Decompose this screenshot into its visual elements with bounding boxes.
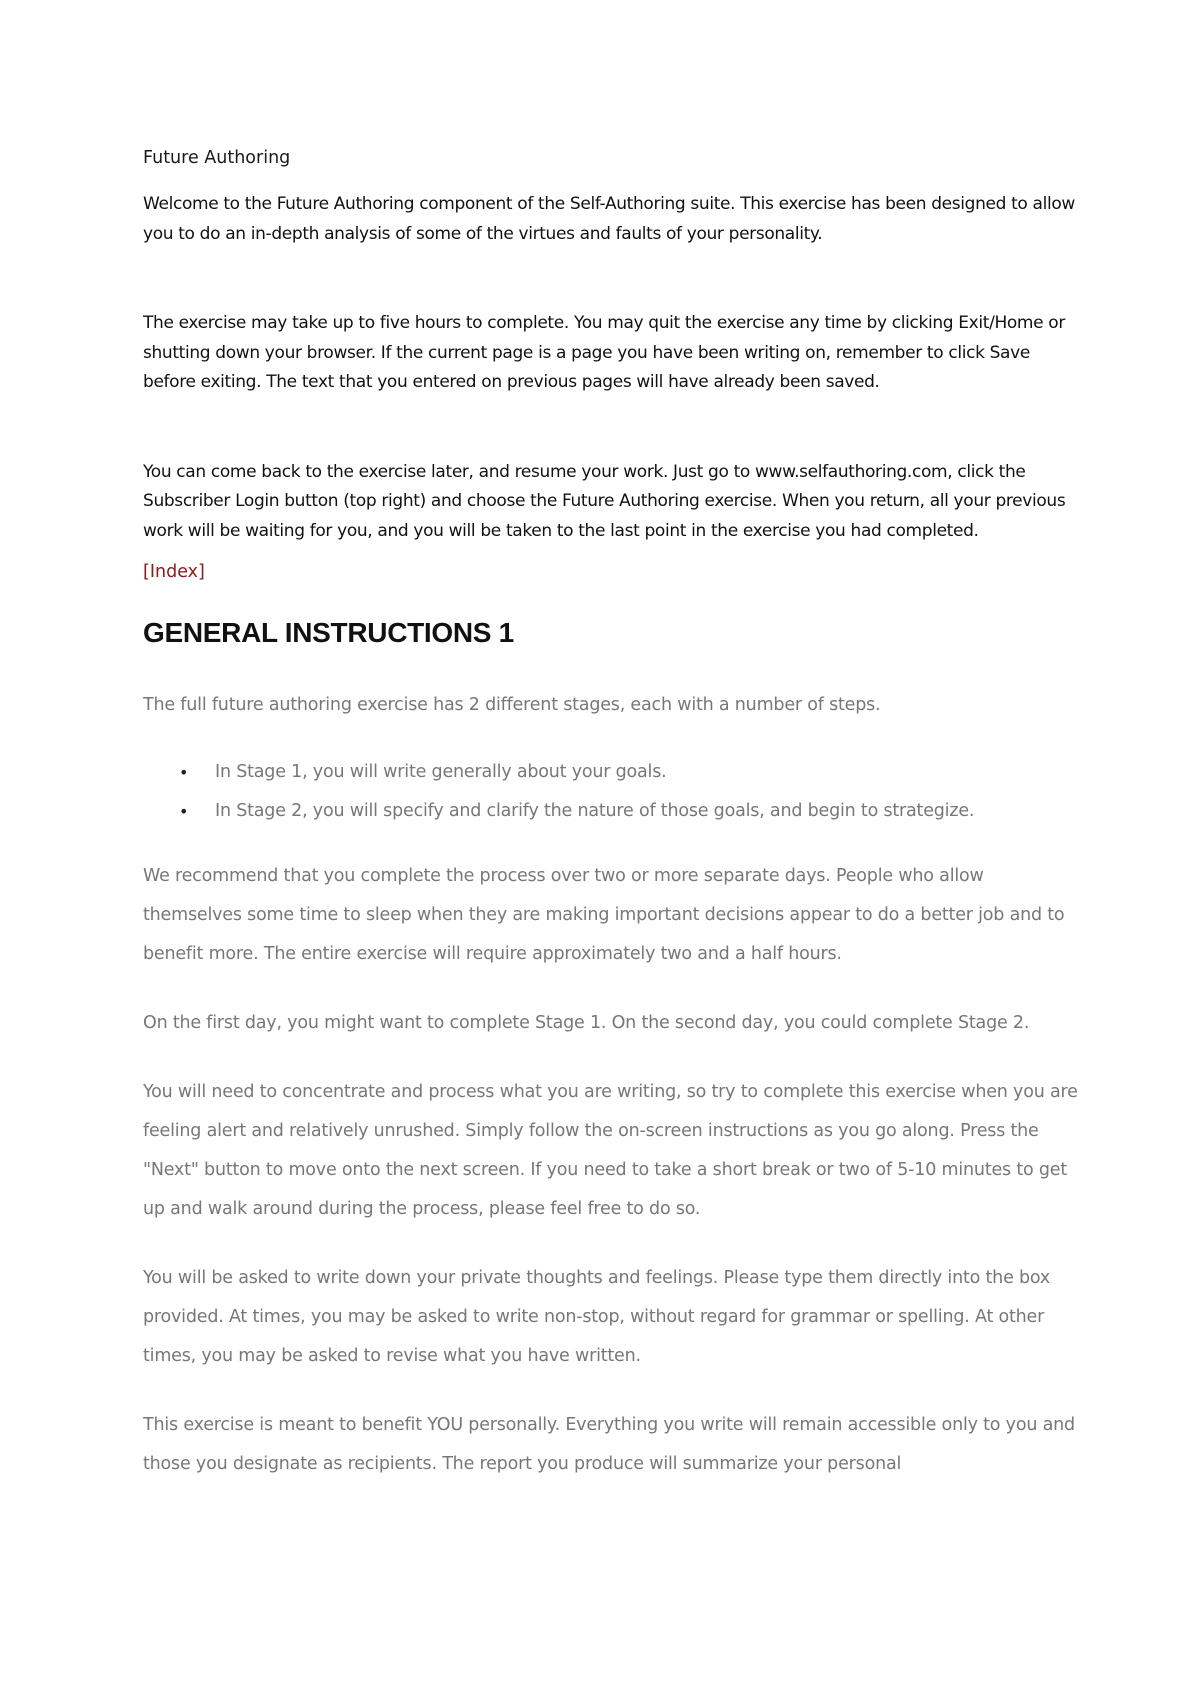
body-paragraph-benefit: This exercise is meant to benefit YOU personally. Everything you write will remain accessible only to you and those you designate as recipients. The report you produce will summarize your personal	[143, 1415, 1075, 1474]
body-paragraph-concentrate: You will need to concentrate and process what you are writing, so try to complete this exercise when you are feeling alert and relatively unrushed. Simply follow the on-screen instructions as you go along. Press the "Next" button to move onto the next screen. If you need to take a short break or two of 5-10 minutes to get up and walk around during the process, please feel free to do so.	[143, 1082, 1078, 1219]
bullet-icon: •	[179, 802, 189, 821]
body-paragraph-private-thoughts: You will be asked to write down your private thoughts and feelings. Please type them directly into the box provided. At times, you may be asked to write non-stop, without regard for grammar or spelling. At other times, you may be asked to revise what you have written.	[143, 1268, 1051, 1366]
document-page	[143, 146, 1078, 1514]
stage-item-text: In Stage 1, you will write generally about your goals.	[215, 762, 667, 782]
intro-paragraph-resume: You can come back to the exercise later, and resume your work. Just go to www.selfauthoring.com, click the Subscriber Login button (top right) and choose the Future Authoring exercise. When you return, all your previous work will be waiting for you, and you will be taken to the last point in the exercise you had completed.	[143, 461, 1066, 541]
section-heading: GENERAL INSTRUCTIONS 1	[143, 617, 514, 648]
body-paragraph-recommendation: We recommend that you complete the process over two or more separate days. People who allow themselves some time to sleep when they are making important decisions appear to do a better job and to benefit more. The entire exercise will require approximately two and a half hours.	[143, 866, 1065, 964]
index-link[interactable]: [Index]	[143, 562, 205, 582]
stages-intro-paragraph: The full future authoring exercise has 2 different stages, each with a number of steps.	[143, 695, 881, 715]
intro-section	[143, 190, 1078, 546]
document-title: Future Authoring	[143, 148, 291, 168]
stage-item-text: In Stage 2, you will specify and clarify the nature of those goals, and begin to strategize.	[215, 801, 975, 821]
instructions-body	[143, 686, 1078, 1484]
body-paragraph-first-day: On the first day, you might want to complete Stage 1. On the second day, you could complete Stage 2.	[143, 1013, 1030, 1033]
list-item	[143, 753, 1078, 792]
stage-list	[143, 753, 1078, 831]
bullet-icon: •	[179, 763, 189, 782]
intro-paragraph-welcome: Welcome to the Future Authoring component of the Self-Authoring suite. This exercise has been designed to allow you to do an in-depth analysis of some of the virtues and faults of your personality.	[143, 194, 1075, 244]
list-item	[143, 792, 1078, 831]
intro-paragraph-duration: The exercise may take up to five hours to complete. You may quit the exercise any time by clicking Exit/Home or shutting down your browser. If the current page is a page you have been writing on, remember to click Save before exiting. The text that you entered on previous pages will have already been saved.	[143, 313, 1065, 392]
